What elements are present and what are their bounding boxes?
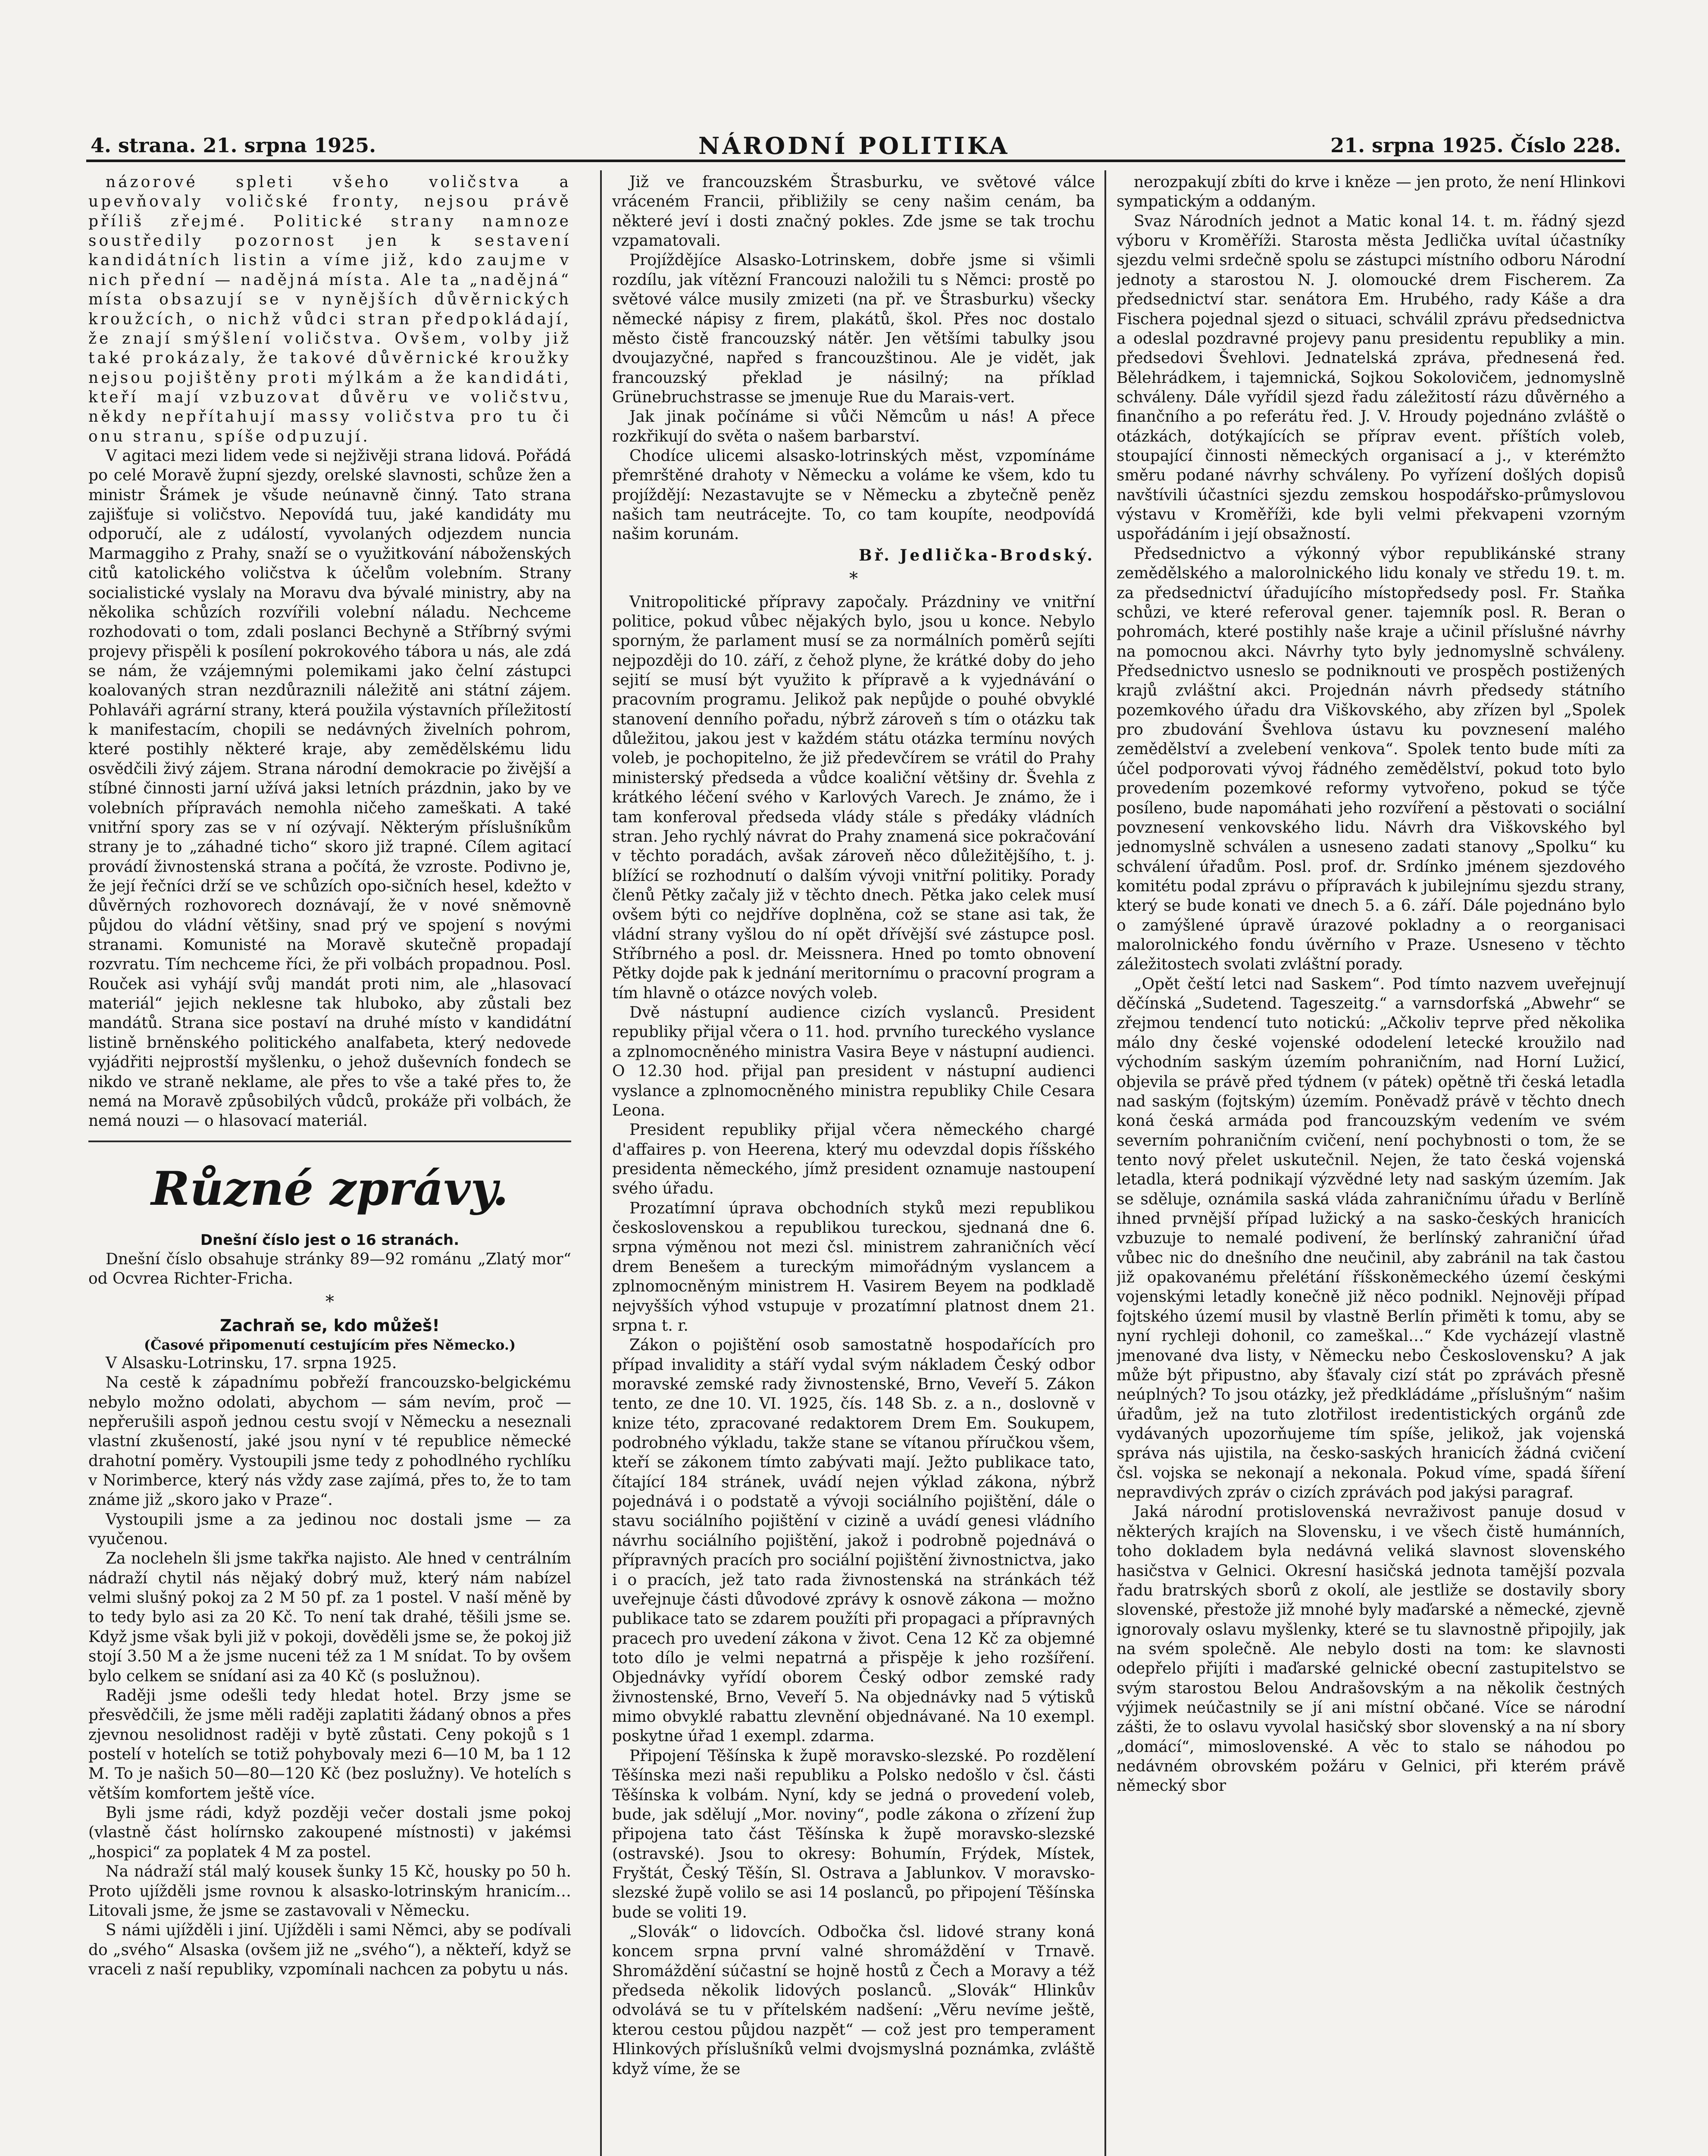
page-header	[86, 129, 1625, 162]
news-paragraph: Prozatímní úprava obchodních styků mezi republikou československou a republikou tureckou, sjednaná dne 6. srpna výměnou not mezi čsl. ministrem zahraničních věcí drem Benešem a tureckým mimořádným vyslancem a zplnomocněným ministrem H. Vasirem Beyem na podkladě nejvyšších výhod vstupuje v prozatímní platnost dnem 21. srpna t. r.	[612, 1199, 1095, 1335]
news-paragraph: Chodíce ulicemi alsasko-lotrinských měst, vzpomínáme přemrštěné drahoty v Německu a voláme ke všem, kdo tu projíždějí: Nezastavujte se v Německu a zbytečně peněz našich tam neutrácejte. To, co tam koupíte, neodpovídá našim korunám.	[612, 447, 1095, 543]
news-heading: Zachraň se, kdo můžeš!	[220, 1316, 440, 1335]
separator-star: *	[325, 1292, 334, 1312]
news-subheading: (Časové připomenutí cestujícím přes Německo.)	[144, 1336, 516, 1353]
header-date-issue: 21. srpna 1925. Číslo 228.	[1330, 134, 1621, 157]
news-paragraph: Jaká národní protislovenská nevraživost panuje dosud v některých krajích na Slovensku, i ve všech čistě humánních, toho dokladem byla nedávná veliká slavnost slovenského hasičstva v Gelnici. Okresní hasičská jednota tamější pozvala řadu bratrských sborů z okolí, ale jestliže se dostavily sbory slovenské, přestože již mnohé byly maďarské a německé, zjevně ignorovaly oslavu myšlenky, které se tu slavnostně připojily, jak na svém společně. Ale nebylo dosti na tom: ke slavnosti odepřelo přijíti i maďarské gelnické obecní zastupitelstvo se svým starostou Belou Andrašovským a na několik čestných výjimek neúčastnily se jí ani místní občané. Více se národní zášti, že to oslavu vyvolal hasičský sbor slovenský a na ní sbory „domácí“, mimoslovenské. A věc to stalo se náhodou po nedávném obrovském požáru v Gelnici, při kterém právě německý sbor	[1117, 1503, 1625, 1795]
news-paragraph: Vnitropolitické přípravy započaly. Prázdniny ve vnitřní politice, pokud vůbec nějakých bylo, jsou u konce. Nebylo sporným, že parlament musí se za normálních poměrů sejíti nejpozději do 10. září, z čehož plyne, že krátké doby do jeho sejití se musí být využito k přípravě a k vyjednávání o pracovním programu. Jelikož pak nepůjde o pouhé obvyklé stanovení denního pořadu, nýbrž zároveň s tím o otázku tak důležitou, jakou jest v každém státu otázka termínu nových voleb, je pochopitelno, že již předevčírem se vrátil do Prahy ministerský předseda a vůdce koaliční většiny dr. Švehla z krátkého léčení svého v Karlových Varech. Je známo, že i tam konferoval předseda vlády stále s předáky vládních stran. Jeho rychlý návrat do Prahy znamená sice pokračování v těchto poradách, avšak zároveň něco důležitějšího, t. j. blížící se rozhodnutí o dalším vývoji vnitřní politiky. Porady členů Pětky začaly již v těchto dnech. Pětka jako celek musí ovšem býti co nejdříve doplněna, což se stane asi tak, že vládní strany vyšlou do ní opět dřívější své zástupce posl. Stříbrného a posl. dr. Meissnera. Hned po tomto obnovení Pětky dojde pak k jednání meritornímu o pracovní program a tím hlavně o otázce nových voleb.	[612, 593, 1095, 1002]
dateline: V Alsasku-Lotrinsku, 17. srpna 1925.	[106, 1354, 397, 1372]
article-paragraph: V agitaci mezi lidem vede si nejživěji strana lidová. Pořádá po celé Moravě župní sjezdy, orelské slavnosti, schůze žen a ministr Šrámek je všude neúnavně činný. Tato strana zajišťuje si voličstvo. Nepovídá tuu, jaké kandidáty mu odporučí, ale z událostí, vyvolaných odjezdem nuncia Marmaggiho z Prahy, snaží se o využitkování náboženských citů katolického voličstva k účelům volebním. Strany socialistické vyslaly na Moravu dva bývalé ministry, aby na několika schůzích rozvířili volební náladu. Nechceme rozhodovati o tom, zdali poslanci Bechyně a Stříbrný svými projevy přispěli k posílení pokrokového tábora u nás, ale zdá se nám, že vzájemnými polemikami jako čelní zástupci koalovaných stran nezdůraznili náležitě ani státní zájem. Pohlaváři agrární strany, která použila výstavních příležitostí k manifestacím, chopili se nedávných živelních pohrom, které postihly některé kraje, aby zemědělskému lidu osvědčili živý zájem. Strana národní demokracie po živější a stíbné činnosti jarní užívá jaksi letních prázdnin, jako by ve volebních přípravách nemohla ničeho zameškati. A také vnitřní spory zas se v ní ozývají. Některým příslušníkům strany je to „záhadné ticho“ skoro již trapné. Cílem agitací provádí živnostenská strana a počítá, že vzroste. Podivno je, že její řečníci drží se ve schůzích opo-sičních hesel, kdežto v důvěrných rozhovorech doznávají, že v nové sněmovně půjdou do vládní většiny, snad prý ve spojení s novými stranami. Komunisté na Moravě skutečně propadají rozvratu. Tím nechceme říci, že při volbách propadnou. Posl. Rouček asi vyhájí svůj mandát proti nim, ale „hlasovací materiál“ jejich neklesne tak hluboko, aby zůstali bez mandátů. Strana sice postaví na druhé místo v kandidátní listině brněnského politického analfabeta, který nedovede vyjádřiti nejprostší myšlenku, o jehož duševních fondech se nikdo ve straně neklame, ale přes to vše a také přes to, že nemá na Moravě způsobilých vůdců, prokáže při volbách, že nemá nouzi — o hlasovací materiál.	[88, 447, 571, 1130]
news-paragraph: Zákon o pojištění osob samostatně hospodařících pro případ invalidity a stáří vydal svým nákladem Český odbor moravské zemské rady živnostenské, Brno, Veveří 5. Zákon tento, ze dne 10. VI. 1925, čís. 148 Sb. z. a n., doslovně v knize této, zpracované redaktorem Drem Em. Soukupem, podrobného výkladu, takže stane se vítanou příručkou všem, kteří se zákonem tímto zabývati mají. Ježto publikace tato, čítající 184 stránek, uvádí nejen výklad zákona, nýbrž pojednává i o podstatě a vývoji sociálního pojištění, dále o stavu sociálního pojištění v cizině a uvádí genesi vládního návrhu sociálního pojištění, jakož i podrobně pojednává o přípravných pracích pro sociální pojištění živnostnictva, jako i o pracích, jež tato rada živnostenská na stránkách též uveřejnuje části důvodové zprávy k osnově zákona — možno publikace tato se zdarem použíti při propagaci a přípravných pracech pro uvedení zákona v život. Cena 12 Kč za objemné toto dílo je velmi nepatrná a přispěje k jeho rozšíření. Objednávky vyřídí oborem Český odbor zemské rady živnostenské, Brno, Veveří 5. Na objednávky nad 5 výtisků mimo obvyklé rabattu zlevnění objednávané. Na 10 exempl. poskytne úřad 1 exempl. zdarma.	[612, 1336, 1095, 1745]
header-page-date: 4. strana. 21. srpna 1925.	[91, 134, 376, 157]
column-divider	[1104, 170, 1106, 2156]
news-paragraph: „Opět čeští letci nad Saskem“. Pod tímto nazvem uveřejnují děčínská „Sudetend. Tageszeitg.“ a varnsdorfská „Abwehr“ se zřejmou tendencí tuto notickú: „Ačkoliv teprve před několika málo dny české vojenské ododelení letecké kroužilo nad východním saským územím pohraničním, nad Horní Lužicí, objevila se právě před týdnem (v pátek) opětně tři česká letadla nad saským (fojtským) územím. Poněvadž právě v těchto dnech koná česká armáda pod francouzským vedením ve svém severním pohraničním cvičení, není pochybnosti o tom, že se tento nový přelet uskutečnil. Nejen, že tato česká vojenská letadla, která podnikají výzvědné lety nad saským územím. Jak se sděluje, oznámila saská vláda zahraničnímu úřadu v Berlíně ihned prvnější případ lužický a na sasko-českých hranicích vzbuzuje to nemalé podivení, že berlínský zahraniční úřad vůbec nic do dnešního dne neučinil, aby zabránil na tak častou již opakovanému přelétání říšskoněmeckého území českými vojenskými letadly konečně již něco podnikl. Nejnověji případ fojtského území musil by vlastně Berlín přiměti k tomu, aby se nyní rychleji dohonil, co zameškal…“ Kde vycházejí vlastně jmenované dva listy, v Německu nebo Československu? A jak může být připustno, aby šťavaly cizí stát po zprávách přesně neúplných? To jsou otázky, jež předkládáme „příslušným“ našim úřadům, jež na tuto zlotřilost iredentistických orgánů zde vydávaných upozorňujeme tím spíše, jelikož, jak vojenská správa nás ujistila, na česko-saských hranicích žádná cvičení čsl. vojska se nekonají a nekonala. Pokud víme, spadá šíření nepravdivých zpráv o cizích zprávách pod jakýsi paragraf.	[1117, 975, 1625, 1502]
news-paragraph: „Slovák“ o lidovcích. Odbočka čsl. lidové strany koná koncem srpna první valné shromáždění v Trnavě. Shromáždění súčastní se hojně hostů z Čech a Moravy a též předseda několik lidových poslanců. „Slovák“ Hlinkův odvolává se tu v přítelském nadšení: „Věru nevíme ještě, kterou cestou půjdou nazpět“ — což jest pro temperament Hlinkových příslušníků velmi dvojsmyslná poznámka, zvláště když víme, že se	[612, 1923, 1095, 2078]
header-masthead: NÁRODNÍ POLITIKA	[698, 132, 1010, 160]
column-divider	[600, 170, 602, 2156]
column-2	[612, 172, 1095, 2156]
news-paragraph: Projíždějíce Alsasko-Lotrinskem, dobře jsme si všimli rozdílu, jak vítězní Francouzi naložili tu s Němci: prostě po světové válce musily zmizeti (na př. ve Štrasburku) všecky německé nápisy z firem, plakátů, škol. Přes noc dostalo město čistě francouzský nátěr. Jen většími tabulky jsou dvoujazyčné, napřed s francouzštinou. Ale je vidět, jak francouzský překlad je násilný; na příklad Grünebruchstrasse se jmenuje Rue du Marais-vert.	[612, 251, 1095, 406]
section-divider	[88, 1141, 571, 1142]
separator-star: *	[849, 569, 858, 589]
article-paragraph: názorové spleti všeho voličstva a upevňovaly voličské fronty, nejsou právě příliš zřejmé. Politické strany namnoze soustředily pozornost jen k sestavení kandidátních listin a víme již, kdo zaujme v nich přední — nadějná místa. Ale ta „nadějná“ místa obsazují se v nynějších důvěrnických kroužcích, o nichž vůdci stran předpokládají, že znají smýšlení voličstva. Ovšem, volby již také prokázaly, že takové důvěrnické kroužky nejsou pojištěny proti mýlkám a že kandidáti, kteří mají vzbuzovat důvěru ve voličstvu, někdy nepřítahují massy voličstva pro tu či onu stranu, spíše odpuzují.	[88, 173, 571, 445]
news-paragraph: Připojení Těšínska k župě moravsko-slezské. Po rozdělení Těšínska mezi naši republiku a Polsko nedošlo v čsl. části Těšínska k volbám. Nyní, kdy se jedná o provedení voleb, bude, jak sdělují „Mor. noviny“, podle zákona o zřízení žup připojena tato část Těšínska k župě moravsko-slezské (ostravské). Jsou to okresy: Bohumín, Frýdek, Místek, Fryštát, Český Těšín, Sl. Ostrava a Jablunkov. V moravsko-slezské župě volilo se asi 14 poslanců, po připojení Těšínska bude se voliti 19.	[612, 1747, 1095, 1921]
news-paragraph: Předsednictvo a výkonný výbor republikánské strany zemědělského a malorolnického lidu konaly ve středu 19. t. m. za předsednictví úřadujícího místopředsedy posl. Fr. Staňka schůzi, ve které referoval gener. tajemník posl. R. Beran o pohromách, které postihly naše kraje a učinil příslušné návrhy na pomocnou akci. Návrhy tyto byly jednomyslně schváleny. Předsednictvo usneslo se podniknouti ve prospěch postižených krajů zvláštní akci. Projednán návrh předsedy státního pozemkového úřadu dra Viškovského, aby zřízen byl „Spolek pro zbudování Švehlova ústavu ku povznesení malého zemědělství a zvelebení venkova“. Spolek tento bude míti za účel podporovati vývoj řádného zemědělství, pokud toto bylo provedením pozemkové reformy vytvořeno, pokud se týče posíleno, bude napomáhati jeho rozvíření a pěstovati o sociální povznesení venkovského lidu. Návrh dra Viškovského byl jednomyslně schválen a usneseno zadati stanovy „Spolku“ ku schválení úřadům. Posl. prof. dr. Srdínko jménem sjezdového komitétu podal zprávu o přípravách k jubilejnímu sjezdu strany, který se bude konati ve dnech 5. a 6. září. Dále pojednáno bylo o zamýšlené úpravě úrazové pokladny a o reorganisaci malorolnického fondu úvěrního v Praze. Usneseno v těchto záležitostech svolati zvláštní porady.	[1117, 545, 1625, 974]
news-paragraph: Na cestě k západnímu pobřeží francouzsko-belgickému nebylo možno odolati, abychom — sám nevím, proč — nepřerušili aspoň jednou cestu svojí v Německu a neseznali vlastní zkušeností, jaké jsou nyní v té republice německé drahotní poměry. Vystoupili jsme tedy z pohodlného rychlíku v Norimberce, který nás vždy zase zajímá, přes to, že to tam známe již „skoro jako v Praze“.	[88, 1374, 571, 1509]
news-paragraph: Byli jsme rádi, když později večer dostali jsme pokoj (vlastně část holírnsko zakoupené místnosti) v jakémsi „hospici“ za poplatek 4 M za postel.	[88, 1804, 571, 1861]
news-paragraph: nerozpakují zbíti do krve i kněze — jen proto, že není Hlinkovi sympatickým a oddaným.	[1117, 173, 1625, 211]
news-paragraph: S námi ujížděli i jiní. Ujížděli i sami Němci, aby se podívali do „svého“ Alsaska (ovšem již ne „svého“), a někteří, když se vraceli z naší republiky, vzpomínali nachcen za pobytu u nás.	[88, 1921, 571, 1978]
column-1	[88, 172, 571, 2156]
news-paragraph: Svaz Národních jednot a Matic konal 14. t. m. řádný sjezd výboru v Kroměříži. Starosta města Jedlička uvítal účastníky sjezdu velmi srdečně spolu se zástupci místního odboru Národní jednoty a starostou N. J. olomoucké drem Fischerem. Za předsednictví star. senátora Em. Hrubého, rady Káše a dra Fischera pojednal sjezd o situaci, schválil zprávu předsednictva a odeslal pozdravné projevy panu presidentu republiky a min. předsedovi Švehlovi. Jednatelská zpráva, přednesená řed. Bělehrádkem, i tajemnická, Sojkou Sokolovičem, jednomyslně schváleny. Dále vyřídil sjezd řadu záležitostí rázu důvěrného a finančního a po referátu řed. J. V. Hroudy pojednáno zvláště o otázkách, dotýkajících se příprav event. příštích voleb, stoupající činnosti německých organisací a j., v kterémžto směru podané návrhy schváleny. Po vyřízení došlých dopisů navštívili účastníci sjezdu zemskou hospodářsko-průmyslovou výstavu v Kroměříži, kde byli velmi překvapeni vzorným uspořádáním i její obsažností.	[1117, 212, 1625, 543]
news-paragraph: Jak jinak počínáme si vůči Němcům u nás! A přece rozkřikují do světa o našem barbarství.	[612, 408, 1095, 445]
news-paragraph: Již ve francouzském Štrasburku, ve světové válce vráceném Francii, přibližily se ceny našim cenám, ba některé jeví i dosti značný pokles. Zde jsme se tak trochu vzpamatovali.	[612, 173, 1095, 250]
news-paragraph: Na nádraží stál malý kousek šunky 15 Kč, housky po 50 h. Proto ujížděli jsme rovnou k alsasko-lotrinským hranicím… Litovali jsme, že jsme se zastavovali v Německu.	[88, 1863, 571, 1920]
section-title: Různé zprávy.	[151, 1161, 509, 1216]
news-paragraph: Raději jsme odešli tedy hledat hotel. Brzy jsme se přesvědčili, že jsme měli raději zaplatiti žádaný obnos a přes zjevnou nesolidnost raději v bytě zůstati. Ceny pokojů s 1 postelí v hotelích se totiž pohybovaly mezi 6—10 M, ba 1 12 M. To je našich 50—80—120 Kč (bez poslužny). Ve hotelích s větším komfortem ještě více.	[88, 1686, 571, 1802]
column-3	[1117, 172, 1625, 2156]
news-paragraph: President republiky přijal včera německého chargé d'affaires p. von Heerena, který mu odevzdal dopis říšského presidenta německého, jímž president oznamuje nastoupení svého úřadu.	[612, 1121, 1095, 1198]
news-paragraph: Dvě nástupní audience cizích vyslanců. President republiky přijal včera o 11. hod. prvního tureckého vyslance a zplnomocněného ministra Vasira Beye v nástupní audienci. O 12.30 hod. přijal pan president v nástupní audienci vyslance a zplnomocněného ministra republiky Chile Cesara Leona.	[612, 1004, 1095, 1119]
news-paragraph: Vystoupili jsme a za jedinou noc dostali jsme — za vyučenou.	[88, 1510, 571, 1548]
news-paragraph: Dnešní číslo obsahuje stránky 89—92 románu „Zlatý mor“ od Ocvrea Richter-Fricha.	[88, 1250, 571, 1288]
author-signature: Bř. Jedlička-Brodský.	[859, 546, 1095, 564]
news-paragraph: Za nocleheln šli jsme takřka najisto. Ale hned v centrálním nádraží chytil nás nějaký dobrý muž, který nám nabízel velmi slušný pokoj za 2 M 50 pf. za 1 postel. V naší měně by to tedy bylo asi za 20 Kč. To není tak drahé, těšili jsme se. Když jsme však byli již v pokoji, dověděli jsme se, že pokoj již stojí 3.50 M a že jsme nuceni též za 1 M snídat. To by ovšem bylo celkem se snídaní asi za 40 Kč (s poslužnou).	[88, 1550, 571, 1685]
news-heading: Dnešní číslo jest o 16 stranách.	[200, 1231, 460, 1249]
